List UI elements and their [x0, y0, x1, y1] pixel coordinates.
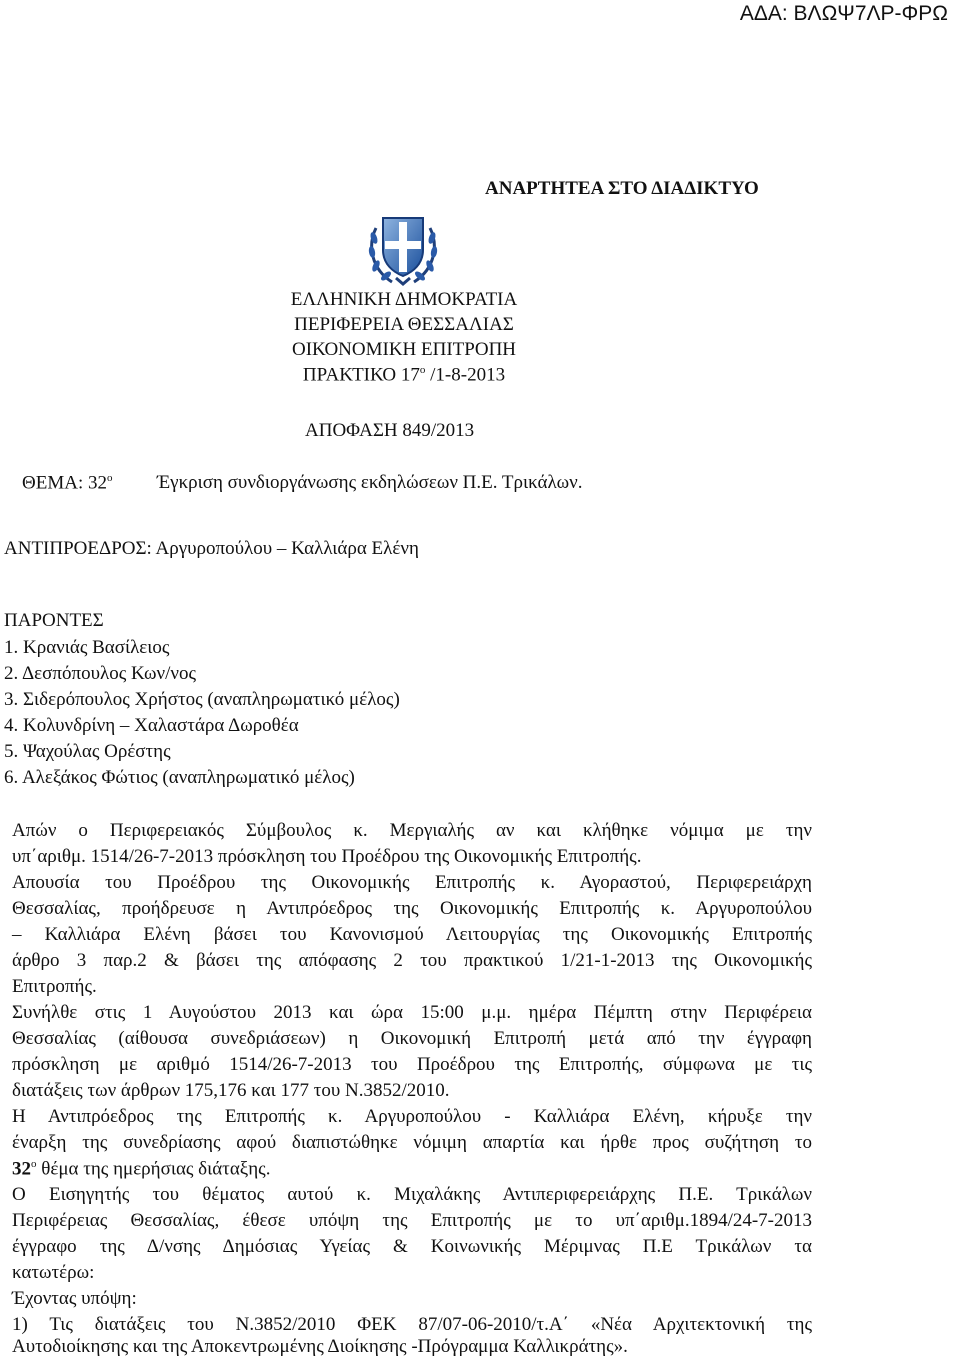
body-line: Έχοντας υπόψη:: [12, 1288, 137, 1309]
agenda-text: θέμα της ημερήσιας διάταξης.: [36, 1158, 271, 1180]
present-member: 6. Αλεξάκος Φώτιος (αναπληρωματικό μέλος): [4, 767, 355, 788]
subject-label-text: ΘΕΜΑ: 32: [22, 472, 107, 494]
agenda-ordinal: ο: [31, 1158, 37, 1170]
present-member: 3. Σιδερόπουλος Χρήστος (αναπληρωματικό μέλος): [4, 689, 400, 710]
body-line: κατωτέρω:: [12, 1262, 95, 1283]
body-line: Επιτροπής.: [12, 976, 97, 997]
subject-label: [22, 472, 112, 494]
header-committee: ΟΙΚΟΝΟΜΙΚΗ ΕΠΙΤΡΟΠΗ: [291, 339, 517, 360]
body-line: Η Αντιπρόεδρος της Επιτροπής κ. Αργυροπούλου - Καλλιάρα Ελένη, κήρυξε την: [12, 1106, 812, 1127]
body-line: υπ΄αριθμ. 1514/26-7-2013 πρόσκληση του Προέδρου της Οικονομικής Επιτροπής.: [12, 846, 642, 867]
body-line: έγγραφο της Δ/νσης Δημόσιας Υγείας & Κοινωνικής Μέριμνας Π.Ε Τρικάλων τα: [12, 1236, 812, 1257]
body-line: Απών ο Περιφερειακός Σύμβουλος κ. Μεργιαλής αν και κλήθηκε νόμιμα με την: [12, 820, 812, 841]
body-line: Θεσσαλίας, προήδρευσε η Αντιπρόεδρος της Οικονομικής Επιτροπής κ. Αργυροπούλου: [12, 898, 812, 919]
body-line: Ο Εισηγητής του θέματος αυτού κ. Μιχαλάκης Αντιπεριφερειάρχης Π.Ε. Τρικάλων: [12, 1184, 812, 1205]
header-minutes: [0, 364, 885, 386]
present-member: 4. Κολυνδρίνη – Χαλαστάρα Δωροθέα: [4, 715, 299, 736]
present-member: 1. Κρανιάς Βασίλειος: [4, 637, 170, 658]
subject-ordinal: ο: [106, 472, 113, 484]
minutes-ordinal: ο: [419, 364, 426, 376]
present-member: 5. Ψαχούλας Ορέστης: [4, 741, 171, 762]
agenda-number: 32: [12, 1158, 31, 1180]
body-line: Απουσία του Προέδρου της Οικονομικής Επιτροπής κ. Αγοραστού, Περιφερειάρχη: [12, 872, 812, 893]
body-line: άρθρο 3 παρ.2 & βάσει της απόφασης 2 του πρακτικού 1/21-1-2013 της Οικονομικής: [12, 950, 812, 971]
greek-coat-of-arms-emblem: [366, 210, 440, 288]
minutes-date: /1-8-2013: [425, 364, 506, 386]
header-republic: ΕΛΛΗΝΙΚΗ ΔΗΜΟΚΡΑΤΙΑ: [290, 289, 518, 310]
decision-number: ΑΠΟΦΑΣΗ 849/2013: [305, 420, 475, 441]
header-region: ΠΕΡΙΦΕΡΕΙΑ ΘΕΣΣΑΛΙΑΣ: [294, 314, 514, 335]
body-line: 1) Τις διατάξεις του Ν.3852/2010 ΦΕΚ 87/07-06-2010/τ.Α΄ «Νέα Αρχιτεκτονική της: [12, 1314, 812, 1335]
body-line: Περιφέρειας Θεσσαλίας, έθεσε υπόψη της Επιτροπής με το υπ΄αριθμ.1894/24-7-2013: [12, 1210, 812, 1231]
vice-chair: ΑΝΤΙΠΡΟΕΔΡΟΣ: Αργυροπούλου – Καλλιάρα Ελένη: [4, 538, 419, 559]
ada-code: ΑΔΑ: ΒΛΩΨ7ΛΡ-ΦΡΩ: [739, 2, 948, 25]
minutes-prefix: ΠΡΑΚΤΙΚΟ 17: [302, 364, 420, 386]
present-member: 2. Δεσπόπουλος Κων/νος: [4, 663, 196, 684]
body-line: πρόσκληση με αριθμό 1514/26-7-2013 του Προέδρου της Επιτροπής, σύμφωνα με τις: [12, 1054, 812, 1075]
body-line: Αυτοδιοίκησης και της Αποκεντρωμένης Διοίκησης -Πρόγραμμα Καλλικράτης».: [12, 1336, 628, 1357]
body-line-agenda-item: [12, 1158, 270, 1180]
body-line: Συνήλθε στις 1 Αυγούστου 2013 και ώρα 15:00 μ.μ. ημέρα Πέμπτη στην Περιφέρεια: [12, 1002, 812, 1023]
body-line: έναρξη της συνεδρίασης αφού διαπιστώθηκε νόμιμη απαρτία και ήρθε προς συζήτηση το: [12, 1132, 812, 1153]
body-line: – Καλλιάρα Ελένη βάσει του Κανονισμού Λειτουργίας της Οικονομικής Επιτροπής: [12, 924, 812, 945]
posting-notice: ΑΝΑΡΤΗΤΕΑ ΣΤΟ ΔΙΑΔΙΚΤΥΟ: [485, 178, 759, 199]
body-line: διατάξεις των άρθρων 175,176 και 177 του Ν.3852/2010.: [12, 1080, 450, 1101]
present-title: ΠΑΡΟΝΤΕΣ: [4, 610, 104, 631]
body-line: Θεσσαλίας (αίθουσα συνεδριάσεων) η Οικονομική Επιτροπή μετά από την έγγραφη: [12, 1028, 812, 1049]
subject-text: Έγκριση συνδιοργάνωσης εκδηλώσεων Π.Ε. Τρικάλων.: [157, 472, 583, 493]
